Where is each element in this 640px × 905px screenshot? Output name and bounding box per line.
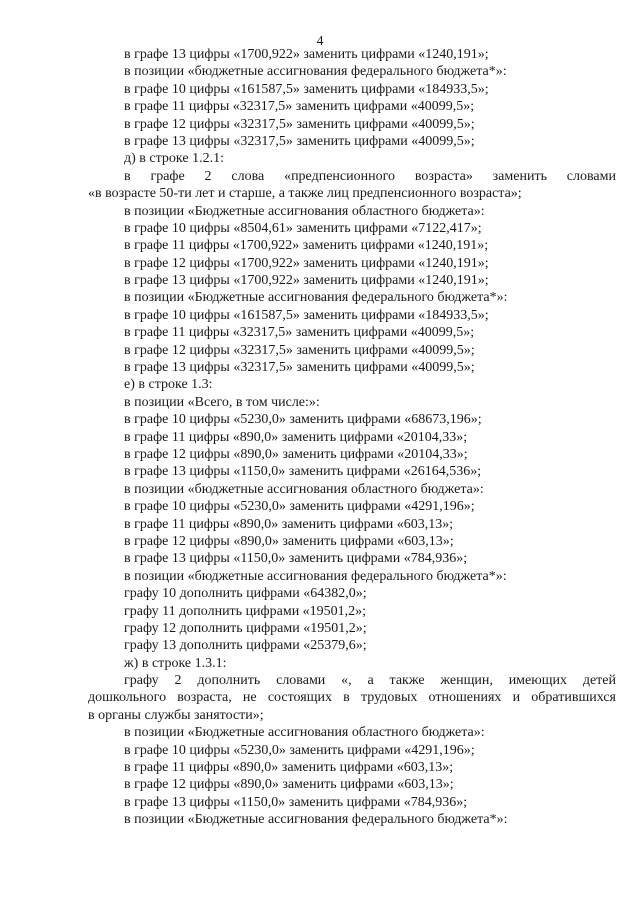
text-line: в графе 11 цифры «890,0» заменить цифрами «603,13»; — [124, 516, 454, 532]
text-line: в графе 13 цифры «1150,0» заменить цифрами «26164,536»; — [124, 464, 482, 480]
text-line: графу 12 дополнить цифрами «19501,2»; — [124, 620, 367, 636]
text-line: в графе 10 цифры «5230,0» заменить цифрами «4291,196»; — [124, 742, 475, 758]
text-line: в графе 13 цифры «1150,0» заменить цифрами «784,936»; — [124, 794, 468, 810]
text-line: графу 13 дополнить цифрами «25379,6»; — [124, 638, 367, 654]
text-line: в позиции «Бюджетные ассигнования областного бюджета»: — [124, 203, 485, 219]
text-line: в графе 11 цифры «890,0» заменить цифрами «20104,33»; — [124, 429, 468, 445]
text-line: в графе 13 цифры «1700,922» заменить цифрами «1240,191»; — [124, 47, 489, 62]
text-line: в позиции «Бюджетные ассигнования федерального бюджета*»: — [124, 290, 508, 306]
text-line: в графе 13 цифры «1700,922» заменить цифрами «1240,191»; — [124, 273, 489, 289]
text-line: в позиции «бюджетные ассигнования федерального бюджета*»: — [124, 64, 507, 80]
section-heading-e: е) в строке 1.3: — [124, 377, 213, 393]
text-line: в позиции «Всего, в том числе:»: — [124, 394, 320, 410]
text-line: в графе 12 цифры «32317,5» заменить цифрами «40099,5»; — [124, 116, 475, 132]
text-line: в графе 12 цифры «890,0» заменить цифрами «603,13»; — [124, 777, 454, 793]
text-line: в позиции «Бюджетные ассигнования областного бюджета»: — [124, 725, 485, 741]
text-line: в графе 12 цифры «32317,5» заменить цифрами «40099,5»; — [124, 342, 475, 358]
text-line: в органы службы занятости»; — [88, 707, 264, 723]
document-body — [88, 46, 616, 829]
text-line: в позиции «бюджетные ассигнования федерального бюджета*»: — [124, 568, 507, 584]
text-line: в графе 2 слова «предпенсионного возраста» заменить словами — [124, 168, 616, 184]
text-line: в позиции «бюджетные ассигнования областного бюджета»: — [124, 481, 484, 497]
text-line: в графе 10 цифры «8504,61» заменить цифрами «7122,417»; — [124, 220, 482, 236]
text-line: в графе 13 цифры «32317,5» заменить цифрами «40099,5»; — [124, 133, 475, 149]
text-line: в графе 10 цифры «161587,5» заменить цифрами «184933,5»; — [124, 81, 489, 97]
text-line: дошкольного возраста, не состоящих в трудовых отношениях и обратившихся — [88, 690, 616, 706]
text-line: в графе 11 цифры «890,0» заменить цифрами «603,13»; — [124, 760, 454, 776]
text-line: в графе 11 цифры «1700,922» заменить цифрами «1240,191»; — [124, 238, 489, 254]
text-line: в графе 12 цифры «1700,922» заменить цифрами «1240,191»; — [124, 255, 489, 271]
text-line: в графе 13 цифры «32317,5» заменить цифрами «40099,5»; — [124, 360, 475, 376]
text-line: графу 11 дополнить цифрами «19501,2»; — [124, 603, 367, 619]
text-line: в графе 12 цифры «890,0» заменить цифрами «603,13»; — [124, 533, 454, 549]
text-line: в позиции «Бюджетные ассигнования федерального бюджета*»: — [124, 812, 508, 828]
text-line: «в возрасте 50-ти лет и старше, а также лиц предпенсионного возраста»; — [88, 186, 522, 202]
text-line: графу 10 дополнить цифрами «64382,0»; — [124, 586, 367, 602]
section-heading-zh: ж) в строке 1.3.1: — [124, 655, 227, 671]
text-line: в графе 13 цифры «1150,0» заменить цифрами «784,936»; — [124, 551, 468, 567]
text-line: в графе 11 цифры «32317,5» заменить цифрами «40099,5»; — [124, 99, 475, 115]
text-line: в графе 11 цифры «32317,5» заменить цифрами «40099,5»; — [124, 325, 475, 341]
text-line: в графе 10 цифры «5230,0» заменить цифрами «68673,196»; — [124, 412, 482, 428]
section-heading-d: д) в строке 1.2.1: — [124, 151, 224, 167]
page-number: 4 — [316, 34, 324, 49]
text-line: в графе 12 цифры «890,0» заменить цифрами «20104,33»; — [124, 446, 468, 462]
text-line: в графе 10 цифры «5230,0» заменить цифрами «4291,196»; — [124, 499, 475, 515]
text-line: в графе 10 цифры «161587,5» заменить цифрами «184933,5»; — [124, 307, 489, 323]
text-line: графу 2 дополнить словами «, а также женщин, имеющих детей — [124, 673, 616, 689]
